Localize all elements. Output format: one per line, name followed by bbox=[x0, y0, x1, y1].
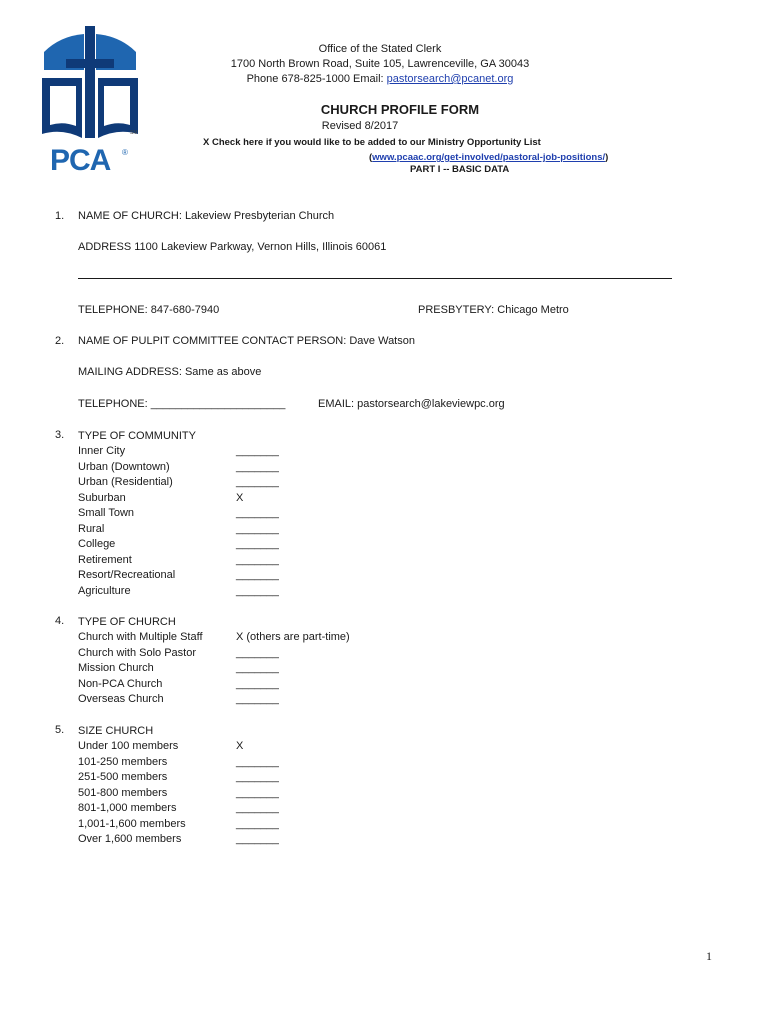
office-contact bbox=[190, 73, 570, 85]
option-mark: _______ bbox=[236, 522, 279, 535]
church-telephone: TELEPHONE: 847-680-7940 bbox=[78, 304, 220, 316]
community-heading: TYPE OF COMMUNITY bbox=[78, 430, 196, 442]
option-label: 801-1,000 members bbox=[78, 802, 177, 814]
clerk-email-link[interactable]: pastorsearch@pcanet.org bbox=[386, 73, 514, 85]
option-mark: _______ bbox=[236, 646, 279, 659]
option-mark: X bbox=[236, 491, 244, 504]
contact-telephone: TELEPHONE: ______________________ bbox=[78, 398, 286, 410]
url-close-paren: ) bbox=[605, 152, 609, 163]
option-mark: _______ bbox=[236, 802, 279, 814]
service-mark: SM bbox=[130, 130, 138, 136]
option-label: Mission Church bbox=[78, 662, 154, 674]
option-mark: _______ bbox=[236, 662, 279, 674]
option-mark: _______ bbox=[236, 569, 279, 581]
logo-wordmark: PCA bbox=[50, 144, 111, 177]
church-type-marks bbox=[236, 630, 350, 708]
part-heading: PART I -- BASIC DATA bbox=[410, 164, 510, 175]
community-marks bbox=[236, 444, 279, 599]
size-labels bbox=[78, 739, 186, 848]
office-line: Office of the Stated Clerk bbox=[318, 43, 442, 55]
church-name: NAME OF CHURCH: Lakeview Presbyterian Church bbox=[78, 210, 335, 222]
size-marks bbox=[236, 739, 279, 848]
option-label: Under 100 members bbox=[78, 740, 179, 752]
option-mark: _______ bbox=[236, 677, 279, 690]
option-label: Church with Multiple Staff bbox=[78, 631, 203, 643]
option-mark: _______ bbox=[236, 476, 279, 488]
mailing-address: MAILING ADDRESS: Same as above bbox=[78, 366, 262, 378]
option-label: 251-500 members bbox=[78, 771, 168, 783]
section-1-number: 1. bbox=[55, 210, 65, 222]
option-mark: _______ bbox=[236, 755, 279, 768]
revised-date: Revised 8/2017 bbox=[321, 120, 399, 132]
phone-text: Phone 678-825-1000 Email: bbox=[246, 73, 387, 85]
option-label: Suburban bbox=[78, 491, 126, 504]
option-mark: _______ bbox=[236, 833, 279, 845]
option-mark: _______ bbox=[236, 771, 279, 783]
option-mark: _______ bbox=[236, 445, 279, 457]
presbytery: PRESBYTERY: Chicago Metro bbox=[418, 304, 569, 316]
form-title: CHURCH PROFILE FORM bbox=[320, 102, 480, 117]
contact-email: EMAIL: pastorsearch@lakeviewpc.org bbox=[318, 398, 505, 410]
option-mark: _______ bbox=[236, 786, 279, 799]
option-label: 101-250 members bbox=[78, 755, 168, 768]
option-label: Retirement bbox=[78, 553, 132, 566]
option-label: Urban (Downtown) bbox=[78, 460, 170, 473]
section-2-number: 2. bbox=[55, 335, 65, 347]
section-3-number: 3. bbox=[55, 429, 65, 441]
option-mark: _______ bbox=[236, 538, 279, 550]
contact-person: NAME OF PULPIT COMMITTEE CONTACT PERSON: Dave Watson bbox=[78, 335, 415, 347]
option-label: Urban (Residential) bbox=[78, 476, 173, 488]
option-label: 1,001-1,600 members bbox=[78, 817, 186, 830]
size-heading: SIZE CHURCH bbox=[78, 725, 154, 737]
option-label: Non-PCA Church bbox=[78, 677, 163, 690]
option-label: Over 1,600 members bbox=[78, 833, 182, 845]
option-label: Inner City bbox=[78, 445, 126, 457]
option-mark: _______ bbox=[236, 460, 279, 473]
church-type-labels bbox=[78, 630, 203, 708]
option-label: Resort/Recreational bbox=[78, 569, 176, 581]
option-label: 501-800 members bbox=[78, 786, 168, 799]
option-mark: _______ bbox=[236, 553, 279, 566]
option-mark: _______ bbox=[236, 817, 279, 830]
office-address: 1700 North Brown Road, Suite 105, Lawrenceville, GA 30043 bbox=[230, 58, 530, 70]
section-5-number: 5. bbox=[55, 724, 65, 736]
option-mark: X bbox=[236, 740, 244, 752]
ministry-url-link[interactable]: www.pcaac.org/get-involved/pastoral-job-positions/ bbox=[372, 152, 606, 163]
option-mark: _______ bbox=[236, 693, 279, 705]
page-number: 1 bbox=[706, 949, 712, 963]
community-labels bbox=[78, 444, 175, 599]
option-label: Small Town bbox=[78, 507, 135, 519]
ministry-list-checkbox-text: X Check here if you would like to be added to our Ministry Opportunity List bbox=[203, 137, 541, 148]
address-blank-line bbox=[78, 278, 672, 279]
option-label: Agriculture bbox=[78, 584, 131, 597]
url-open-paren: ( bbox=[369, 152, 373, 163]
option-mark: X (others are part-time) bbox=[236, 631, 350, 643]
church-type-heading: TYPE OF CHURCH bbox=[78, 616, 176, 628]
registered-mark: ® bbox=[122, 148, 128, 157]
option-label: Overseas Church bbox=[78, 693, 164, 705]
pca-logo bbox=[38, 26, 142, 178]
option-label: Church with Solo Pastor bbox=[78, 646, 196, 659]
option-mark: _______ bbox=[236, 507, 279, 519]
ministry-url-line bbox=[369, 152, 608, 163]
option-label: Rural bbox=[78, 522, 105, 535]
option-mark: _______ bbox=[236, 584, 279, 597]
option-label: College bbox=[78, 538, 116, 550]
section-4-number: 4. bbox=[55, 615, 65, 627]
church-address: ADDRESS 1100 Lakeview Parkway, Vernon Hills, Illinois 60061 bbox=[78, 241, 387, 253]
